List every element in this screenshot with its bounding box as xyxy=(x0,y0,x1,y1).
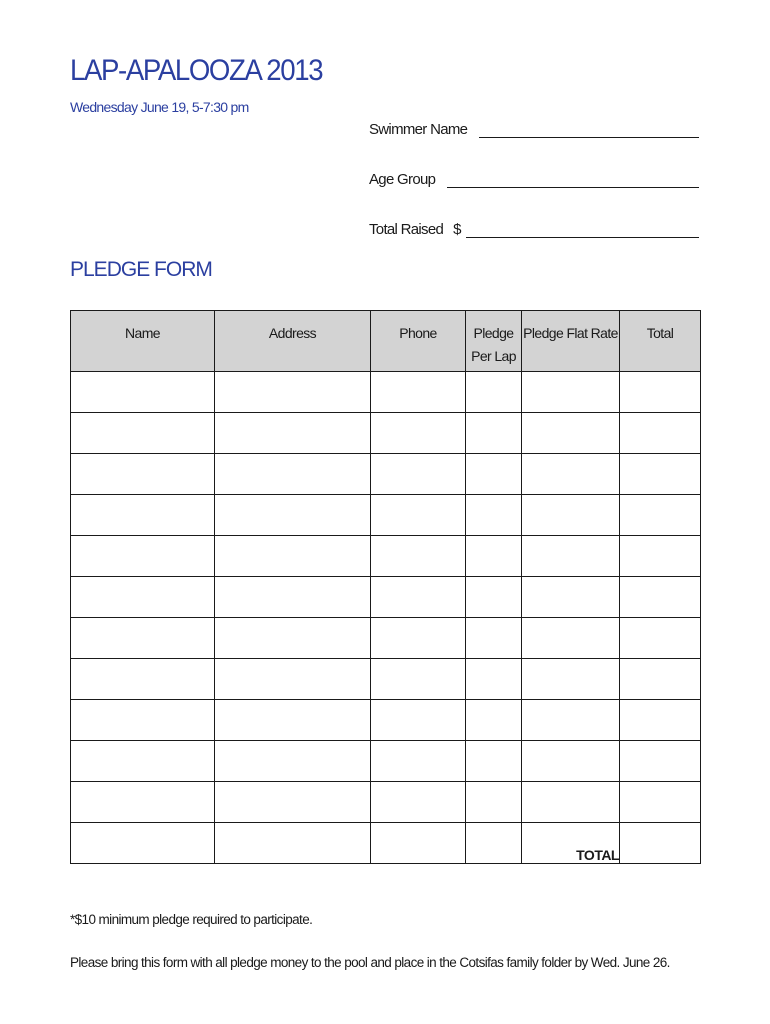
col-header-pledge-per-lap xyxy=(466,311,522,372)
age-group-field xyxy=(369,166,699,190)
cell-name[interactable] xyxy=(71,454,215,495)
cell-phone[interactable] xyxy=(371,659,466,700)
table-row xyxy=(71,454,701,495)
cell-pledge-flat-rate[interactable] xyxy=(522,413,620,454)
table-row xyxy=(71,413,701,454)
cell-address[interactable] xyxy=(215,454,371,495)
swimmer-name-field xyxy=(369,116,699,140)
table-row xyxy=(71,700,701,741)
col-header-name: Name xyxy=(71,311,215,372)
cell-name[interactable] xyxy=(71,823,215,864)
cell-total[interactable] xyxy=(620,700,701,741)
table-row xyxy=(71,536,701,577)
cell-pledge-per-lap[interactable] xyxy=(466,782,522,823)
total-row-label: TOTAL xyxy=(522,823,620,864)
cell-name[interactable] xyxy=(71,495,215,536)
table-row xyxy=(71,782,701,823)
cell-pledge-per-lap[interactable] xyxy=(466,577,522,618)
cell-pledge-per-lap[interactable] xyxy=(466,372,522,413)
col-header-address: Address xyxy=(215,311,371,372)
cell-address[interactable] xyxy=(215,741,371,782)
col-header-phone: Phone xyxy=(371,311,466,372)
cell-name[interactable] xyxy=(71,536,215,577)
cell-total[interactable] xyxy=(620,782,701,823)
cell-total[interactable] xyxy=(620,536,701,577)
cell-pledge-flat-rate[interactable] xyxy=(522,495,620,536)
cell-total[interactable] xyxy=(620,454,701,495)
table-header-row xyxy=(71,311,701,372)
table-row xyxy=(71,577,701,618)
cell-name[interactable] xyxy=(71,413,215,454)
cell-pledge-flat-rate[interactable] xyxy=(522,372,620,413)
cell-phone[interactable] xyxy=(371,823,466,864)
cell-pledge-per-lap[interactable] xyxy=(466,700,522,741)
swimmer-name-label: Swimmer Name xyxy=(369,121,468,138)
cell-pledge-flat-rate[interactable] xyxy=(522,577,620,618)
cell-total[interactable] xyxy=(620,741,701,782)
cell-address[interactable] xyxy=(215,577,371,618)
cell-address[interactable] xyxy=(215,372,371,413)
cell-phone[interactable] xyxy=(371,413,466,454)
grand-total-cell[interactable] xyxy=(620,823,701,864)
cell-phone[interactable] xyxy=(371,372,466,413)
cell-phone[interactable] xyxy=(371,700,466,741)
age-group-label: Age Group xyxy=(369,171,436,188)
cell-total[interactable] xyxy=(620,495,701,536)
cell-pledge-flat-rate[interactable] xyxy=(522,782,620,823)
col-header-pledge-flat-rate: Pledge Flat Rate xyxy=(522,311,620,372)
cell-pledge-per-lap[interactable] xyxy=(466,741,522,782)
total-raised-line[interactable] xyxy=(466,237,700,238)
cell-pledge-flat-rate[interactable] xyxy=(522,536,620,577)
cell-phone[interactable] xyxy=(371,618,466,659)
cell-address[interactable] xyxy=(215,782,371,823)
cell-phone[interactable] xyxy=(371,536,466,577)
cell-name[interactable] xyxy=(71,659,215,700)
cell-phone[interactable] xyxy=(371,782,466,823)
total-raised-label: Total Raised xyxy=(369,221,444,238)
cell-phone[interactable] xyxy=(371,741,466,782)
cell-total[interactable] xyxy=(620,413,701,454)
dollar-sign: $ xyxy=(453,221,462,238)
cell-pledge-flat-rate[interactable] xyxy=(522,741,620,782)
cell-address[interactable] xyxy=(215,700,371,741)
table-row xyxy=(71,659,701,700)
cell-name[interactable] xyxy=(71,618,215,659)
section-title: PLEDGE FORM xyxy=(70,258,212,281)
table-row xyxy=(71,495,701,536)
cell-name[interactable] xyxy=(71,577,215,618)
swimmer-name-line[interactable] xyxy=(479,137,699,138)
table-row xyxy=(71,741,701,782)
cell-pledge-per-lap[interactable] xyxy=(466,495,522,536)
cell-pledge-flat-rate[interactable] xyxy=(522,700,620,741)
cell-name[interactable] xyxy=(71,782,215,823)
cell-phone[interactable] xyxy=(371,495,466,536)
instructions-note: Please bring this form with all pledge money to the pool and place in the Cotsifas family folder by Wed. June 26. xyxy=(70,955,670,970)
cell-address[interactable] xyxy=(215,659,371,700)
cell-total[interactable] xyxy=(620,659,701,700)
form-title: LAP-APALOOZA 2013 xyxy=(70,54,323,87)
cell-address[interactable] xyxy=(215,413,371,454)
table-row xyxy=(71,618,701,659)
event-date: Wednesday June 19, 5-7:30 pm xyxy=(70,99,249,115)
col-header-total: Total xyxy=(620,311,701,372)
cell-name[interactable] xyxy=(71,700,215,741)
age-group-line[interactable] xyxy=(447,187,699,188)
cell-name[interactable] xyxy=(71,741,215,782)
cell-pledge-flat-rate[interactable] xyxy=(522,454,620,495)
cell-pledge-per-lap[interactable] xyxy=(466,413,522,454)
cell-address[interactable] xyxy=(215,823,371,864)
cell-address[interactable] xyxy=(215,495,371,536)
cell-pledge-per-lap[interactable] xyxy=(466,659,522,700)
cell-total[interactable] xyxy=(620,577,701,618)
minimum-pledge-note: *$10 minimum pledge required to participate. xyxy=(70,912,313,927)
cell-pledge-flat-rate[interactable] xyxy=(522,618,620,659)
cell-name[interactable] xyxy=(71,372,215,413)
pledge-per-lap-line2: Per Lap xyxy=(471,348,516,364)
pledge-per-lap-line1: Pledge xyxy=(473,325,514,341)
cell-total[interactable] xyxy=(620,618,701,659)
cell-pledge-per-lap[interactable] xyxy=(466,823,522,864)
cell-pledge-per-lap[interactable] xyxy=(466,618,522,659)
cell-address[interactable] xyxy=(215,618,371,659)
cell-pledge-flat-rate[interactable] xyxy=(522,659,620,700)
table-row xyxy=(71,372,701,413)
cell-pledge-per-lap[interactable] xyxy=(466,536,522,577)
pledge-table xyxy=(70,310,701,864)
cell-address[interactable] xyxy=(215,536,371,577)
cell-pledge-per-lap[interactable] xyxy=(466,454,522,495)
total-raised-field xyxy=(369,216,699,240)
cell-total[interactable] xyxy=(620,372,701,413)
cell-phone[interactable] xyxy=(371,577,466,618)
table-total-row xyxy=(71,823,701,864)
cell-phone[interactable] xyxy=(371,454,466,495)
